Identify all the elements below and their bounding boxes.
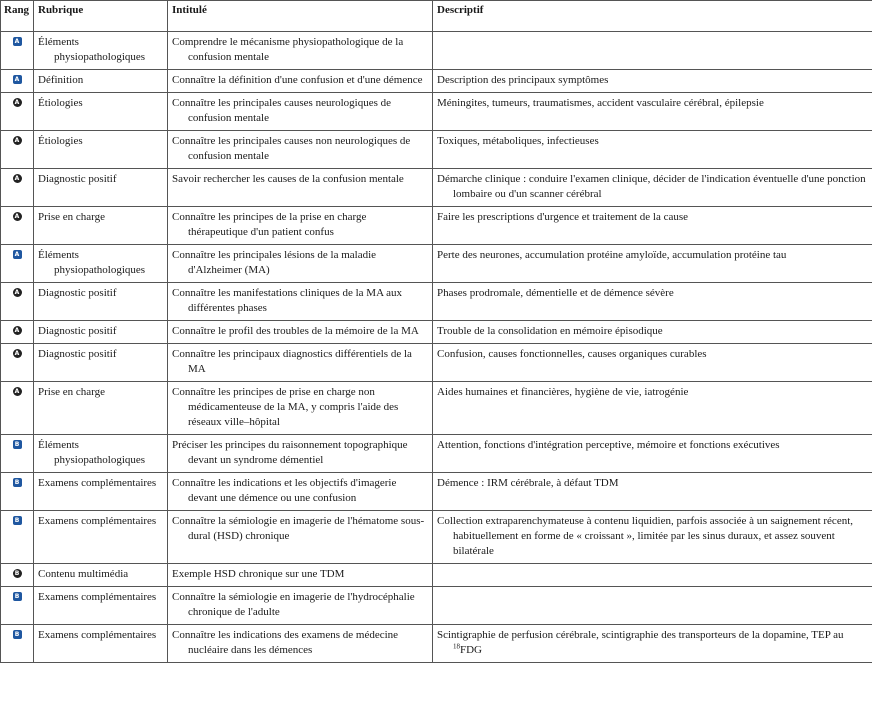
descriptif-text: Démarche clinique : conduire l'examen clinique, décider de l'indication éventuelle d'une ponction lombaire ou d'un scanner cérébral <box>437 173 866 200</box>
rubrique-cell <box>34 32 168 70</box>
rubrique-text: Définition <box>38 74 84 86</box>
intitule-text: Connaître le profil des troubles de la mémoire de la MA <box>172 325 419 337</box>
rang-circle-icon: A <box>13 136 22 145</box>
table-row <box>1 131 872 169</box>
rang-cell <box>1 283 34 321</box>
rang-square-icon: B <box>13 478 22 487</box>
rubrique-text: Diagnostic positif <box>38 287 117 299</box>
rubrique-cell <box>34 169 168 207</box>
descriptif-cell <box>433 435 872 473</box>
rang-circle-icon: B <box>13 569 22 578</box>
rang-cell <box>1 382 34 435</box>
rang-square-icon: A <box>13 250 22 259</box>
rang-square-icon: B <box>13 516 22 525</box>
descriptif-cell <box>433 587 872 625</box>
rang-cell <box>1 435 34 473</box>
rubrique-text: Contenu multimédia <box>38 568 129 580</box>
intitule-text: Exemple HSD chronique sur une TDM <box>172 568 345 580</box>
intitule-cell <box>168 587 433 625</box>
descriptif-cell <box>433 564 872 587</box>
rubrique-cell <box>34 131 168 169</box>
intitule-text: Connaître les principales lésions de la maladie d'Alzheimer (MA) <box>172 249 377 276</box>
intitule-text: Connaître les principes de prise en charge non médicamenteuse de la MA, y compris l'aide des réseaux ville–hôpital <box>172 386 399 428</box>
descriptif-text: Démence : IRM cérébrale, à défaut TDM <box>437 477 619 489</box>
table-row <box>1 564 872 587</box>
intitule-text: Connaître les principales causes neurologiques de confusion mentale <box>172 97 392 124</box>
table-row <box>1 70 872 93</box>
intitule-cell <box>168 283 433 321</box>
rang-cell <box>1 93 34 131</box>
intitule-cell <box>168 207 433 245</box>
rubrique-text: Examens complémentaires <box>38 629 157 641</box>
intitule-text: Connaître les manifestations cliniques de la MA aux différentes phases <box>172 287 403 314</box>
intitule-cell <box>168 511 433 564</box>
rang-circle-icon: A <box>13 98 22 107</box>
rang-cell <box>1 344 34 382</box>
rang-cell <box>1 70 34 93</box>
rang-circle-icon: A <box>13 174 22 183</box>
table-row <box>1 321 872 344</box>
intitule-text: Connaître la sémiologie en imagerie de l'hématome sous-dural (HSD) chronique <box>172 515 425 542</box>
descriptif-text: Attention, fonctions d'intégration perceptive, mémoire et fonctions exécutives <box>437 439 780 451</box>
table-row <box>1 169 872 207</box>
table-row <box>1 32 872 70</box>
descriptif-cell <box>433 382 872 435</box>
rubrique-text: Diagnostic positif <box>38 173 117 185</box>
intitule-text: Savoir rechercher les causes de la confusion mentale <box>172 173 404 185</box>
rubrique-cell <box>34 625 168 663</box>
intitule-cell <box>168 131 433 169</box>
rubrique-text: Étiologies <box>38 135 83 147</box>
intitule-cell <box>168 32 433 70</box>
descriptif-cell <box>433 473 872 511</box>
descriptif-text: Phases prodromale, démentielle et de démence sévère <box>437 287 674 299</box>
rang-circle-icon: A <box>13 326 22 335</box>
table-row <box>1 344 872 382</box>
descriptif-text: Toxiques, métaboliques, infectieuses <box>437 135 599 147</box>
rubrique-cell <box>34 207 168 245</box>
rang-square-icon: B <box>13 630 22 639</box>
rubrique-text: Diagnostic positif <box>38 325 117 337</box>
rubrique-cell <box>34 283 168 321</box>
rang-circle-icon: A <box>13 349 22 358</box>
table-body <box>1 32 872 663</box>
rang-cell <box>1 564 34 587</box>
descriptif-text: Aides humaines et financières, hygiène de vie, iatrogénie <box>437 386 689 398</box>
rang-cell <box>1 131 34 169</box>
rubrique-text: Éléments physiopathologiques <box>38 439 146 466</box>
rubrique-cell <box>34 511 168 564</box>
descriptif-cell <box>433 245 872 283</box>
rang-cell <box>1 587 34 625</box>
descriptif-cell <box>433 207 872 245</box>
descriptif-cell <box>433 93 872 131</box>
table-row <box>1 207 872 245</box>
rubrique-text: Éléments physiopathologiques <box>38 249 146 276</box>
descriptif-cell <box>433 131 872 169</box>
rubrique-text: Prise en charge <box>38 211 105 223</box>
intitule-cell <box>168 70 433 93</box>
descriptif-cell <box>433 625 872 663</box>
header-descriptif: Descriptif <box>433 1 872 32</box>
intitule-cell <box>168 321 433 344</box>
rang-square-icon: B <box>13 592 22 601</box>
rang-cell <box>1 473 34 511</box>
rubrique-text: Prise en charge <box>38 386 105 398</box>
rubrique-cell <box>34 70 168 93</box>
descriptif-text: Méningites, tumeurs, traumatismes, accident vasculaire cérébral, épilepsie <box>437 97 764 109</box>
rubrique-cell <box>34 344 168 382</box>
intitule-text: Connaître les indications des examens de médecine nucléaire dans les démences <box>172 629 399 656</box>
descriptif-text: Description des principaux symptômes <box>437 74 609 86</box>
intitule-cell <box>168 344 433 382</box>
rubrique-text: Examens complémentaires <box>38 515 157 527</box>
table-row <box>1 435 872 473</box>
descriptif-cell <box>433 344 872 382</box>
rubrique-cell <box>34 321 168 344</box>
isotope-superscript: 18 <box>453 642 460 651</box>
header-intitule: Intitulé <box>168 1 433 32</box>
rubrique-cell <box>34 382 168 435</box>
rubrique-cell <box>34 245 168 283</box>
rang-cell <box>1 511 34 564</box>
descriptif-text <box>433 32 872 39</box>
rang-cell <box>1 169 34 207</box>
descriptif-text <box>433 564 872 571</box>
header-rang: Rang <box>1 1 34 32</box>
descriptif-text: Faire les prescriptions d'urgence et traitement de la cause <box>437 211 689 223</box>
rubrique-cell <box>34 435 168 473</box>
rang-cell <box>1 321 34 344</box>
rang-cell <box>1 207 34 245</box>
rang-square-icon: A <box>13 75 22 84</box>
descriptif-text: Collection extraparenchymateuse à contenu liquidien, parfois associée à un saignement récent, habituellement en forme de « croissant », limitée par les sinus duraux, et assez souvent bilatérale <box>437 515 854 557</box>
descriptif-cell <box>433 32 872 70</box>
descriptif-cell <box>433 321 872 344</box>
intitule-text: Connaître la définition d'une confusion et d'une démence <box>172 74 423 86</box>
intitule-cell <box>168 625 433 663</box>
rang-circle-icon: A <box>13 288 22 297</box>
rubrique-cell <box>34 473 168 511</box>
table-row <box>1 625 872 663</box>
rang-cell <box>1 32 34 70</box>
table-row <box>1 93 872 131</box>
rang-circle-icon: A <box>13 212 22 221</box>
descriptif-text-part: FDG <box>460 644 483 656</box>
header-row <box>1 1 872 32</box>
rang-circle-icon: A <box>13 387 22 396</box>
intitule-cell <box>168 435 433 473</box>
header-rubrique: Rubrique <box>34 1 168 32</box>
intitule-text: Connaître la sémiologie en imagerie de l'hydrocéphalie chronique de l'adulte <box>172 591 415 618</box>
rubrique-text: Examens complémentaires <box>38 477 157 489</box>
rubrique-cell <box>34 564 168 587</box>
rang-cell <box>1 245 34 283</box>
intitule-text: Comprendre le mécanisme physiopathologique de la confusion mentale <box>172 36 404 63</box>
table-row <box>1 382 872 435</box>
intitule-cell <box>168 245 433 283</box>
table-row <box>1 245 872 283</box>
rang-square-icon: A <box>13 37 22 46</box>
table-row <box>1 283 872 321</box>
descriptif-text: Perte des neurones, accumulation protéine amyloïde, accumulation protéine tau <box>437 249 787 261</box>
intitule-cell <box>168 564 433 587</box>
rubrique-cell <box>34 93 168 131</box>
intitule-text: Connaître les principales causes non neurologiques de confusion mentale <box>172 135 411 162</box>
descriptif-text: Trouble de la consolidation en mémoire épisodique <box>437 325 663 337</box>
rubrique-text: Éléments physiopathologiques <box>38 36 146 63</box>
table-row <box>1 587 872 625</box>
descriptif-text-part: Scintigraphie de perfusion cérébrale, scintigraphie des transporteurs de la dopamine, TEP au <box>437 629 844 641</box>
rang-square-icon: B <box>13 440 22 449</box>
intitule-cell <box>168 93 433 131</box>
intitule-cell <box>168 473 433 511</box>
descriptif-text <box>433 587 872 594</box>
table-row <box>1 511 872 564</box>
rubrique-text: Examens complémentaires <box>38 591 157 603</box>
descriptif-cell <box>433 169 872 207</box>
intitule-cell <box>168 169 433 207</box>
rubrique-text: Étiologies <box>38 97 83 109</box>
intitule-text: Connaître les principes de la prise en charge thérapeutique d'un patient confus <box>172 211 367 238</box>
rang-cell <box>1 625 34 663</box>
descriptif-text: Confusion, causes fonctionnelles, causes organiques curables <box>437 348 707 360</box>
rubrique-cell <box>34 587 168 625</box>
descriptif-cell <box>433 283 872 321</box>
descriptif-cell <box>433 70 872 93</box>
rubrique-text: Diagnostic positif <box>38 348 117 360</box>
intitule-text: Connaître les indications et les objectifs d'imagerie devant une démence ou une confusion <box>172 477 397 504</box>
intitule-text: Préciser les principes du raisonnement topographique devant un syndrome démentiel <box>172 439 408 466</box>
table-row <box>1 473 872 511</box>
intitule-text: Connaître les principaux diagnostics différentiels de la MA <box>172 348 412 375</box>
intitule-cell <box>168 382 433 435</box>
descriptif-text <box>433 625 872 662</box>
descriptif-cell <box>433 511 872 564</box>
